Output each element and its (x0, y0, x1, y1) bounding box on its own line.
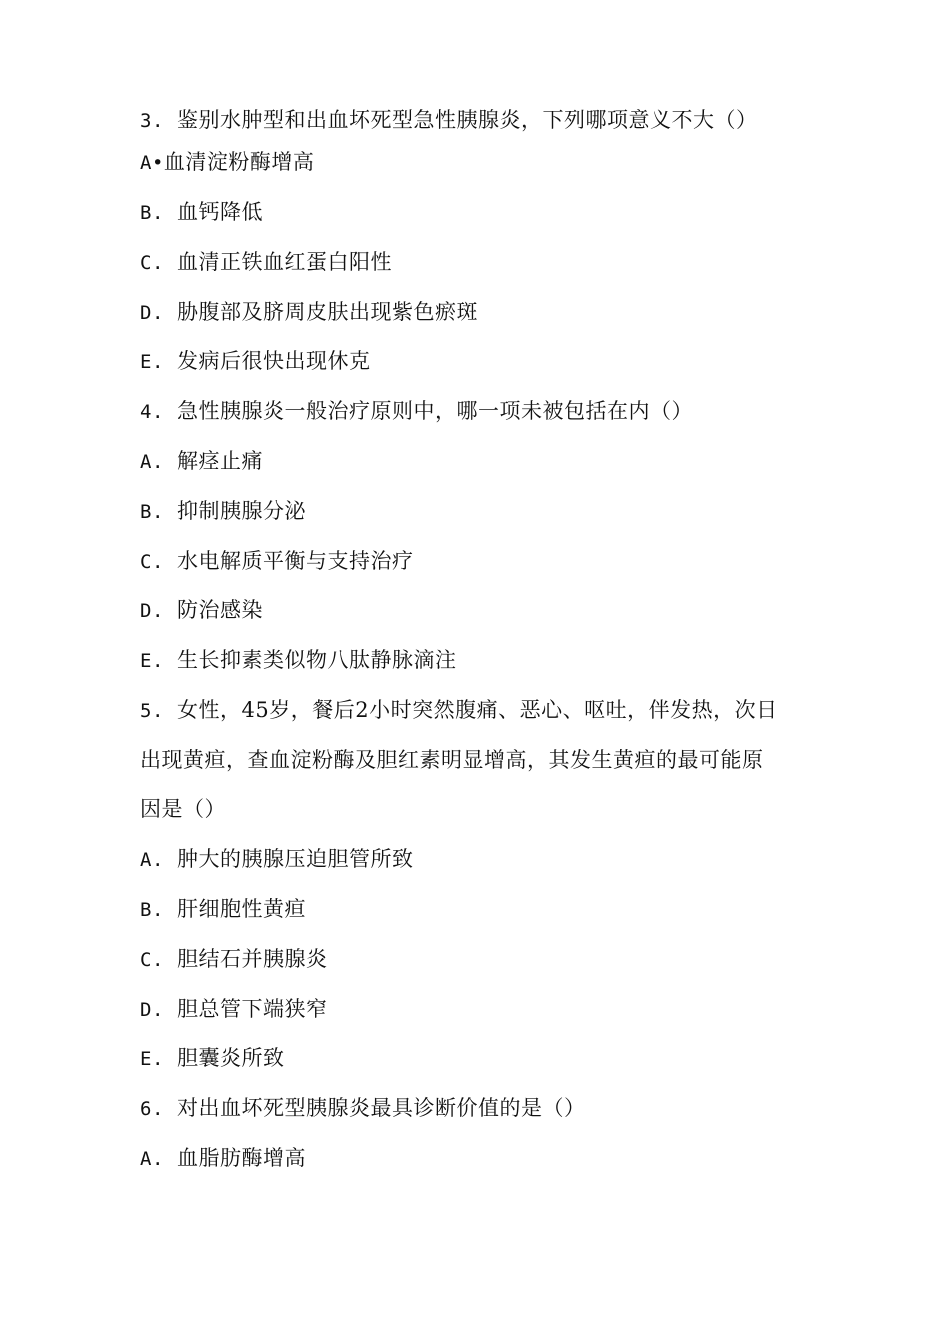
option-text: 生长抑素类似物八肽静脉滴注 (177, 648, 457, 672)
option-label: C. (140, 949, 164, 971)
option-d (140, 596, 850, 625)
option-label: E. (140, 351, 164, 373)
option-label: A. (140, 849, 164, 871)
option-e (140, 1044, 850, 1073)
question-6 (140, 1094, 850, 1123)
option-label: D. (140, 999, 164, 1021)
option-d (140, 298, 850, 327)
option-label: A. (140, 451, 164, 473)
question-number: 6. (140, 1098, 164, 1120)
question-text: 鉴别水肿型和出血坏死型急性胰腺炎，下列哪项意义不大（） (177, 108, 758, 132)
option-c (140, 945, 850, 974)
option-a (140, 845, 850, 874)
option-text: 胆总管下端狭窄 (177, 997, 328, 1021)
option-a (140, 148, 850, 177)
option-label: B. (140, 501, 164, 523)
option-label: D. (140, 302, 164, 324)
question-number: 3. (140, 110, 164, 132)
option-label: D. (140, 600, 164, 622)
option-text: 血清正铁血红蛋白阳性 (177, 250, 392, 274)
option-a (140, 447, 850, 476)
option-b (140, 198, 850, 227)
question-3 (140, 106, 850, 135)
question-text: 出现黄疸，查血淀粉酶及胆红素明显增高，其发生黄疸的最可能原 (140, 748, 764, 772)
option-e (140, 347, 850, 376)
option-a (140, 1144, 850, 1173)
option-text: 胆结石并胰腺炎 (177, 947, 328, 971)
question-text: 因是（） (140, 797, 226, 821)
question-number: 5. (140, 700, 164, 722)
option-label: B. (140, 202, 164, 224)
option-text: 发病后很快出现休克 (177, 349, 371, 373)
option-label: C. (140, 551, 164, 573)
question-5-continuation (140, 795, 850, 823)
question-number: 4. (140, 401, 164, 423)
option-text: 血清淀粉酶增高 (163, 150, 315, 174)
question-4 (140, 397, 850, 426)
option-text: 肿大的胰腺压迫胆管所致 (177, 847, 414, 871)
option-text: 胁腹部及脐周皮肤出现紫色瘀斑 (177, 300, 478, 324)
question-text: 对出血坏死型胰腺炎最具诊断价值的是（） (177, 1096, 586, 1120)
option-label: E. (140, 1048, 164, 1070)
question-text: 女性，45岁，餐后2小时突然腹痛、恶心、呕吐，伴发热，次日 (177, 698, 778, 722)
question-5-continuation (140, 746, 850, 774)
option-e (140, 646, 850, 675)
option-text: 肝细胞性黄疸 (177, 897, 306, 921)
option-b (140, 497, 850, 526)
option-label: B. (140, 899, 164, 921)
question-5 (140, 696, 850, 725)
option-text: 血钙降低 (177, 200, 263, 224)
option-c (140, 248, 850, 277)
option-b (140, 895, 850, 924)
option-label: A. (140, 1148, 164, 1170)
option-text: 解痉止痛 (177, 449, 263, 473)
option-d (140, 995, 850, 1024)
option-text: 胆囊炎所致 (177, 1046, 285, 1070)
option-text: 防治感染 (177, 598, 263, 622)
option-text: 水电解质平衡与支持治疗 (177, 549, 414, 573)
option-text: 血脂肪酶增高 (177, 1146, 306, 1170)
option-label: A• (140, 152, 164, 174)
option-c (140, 547, 850, 576)
option-label: C. (140, 252, 164, 274)
option-label: E. (140, 650, 164, 672)
question-text: 急性胰腺炎一般治疗原则中，哪一项未被包括在内（） (177, 399, 693, 423)
option-text: 抑制胰腺分泌 (177, 499, 306, 523)
